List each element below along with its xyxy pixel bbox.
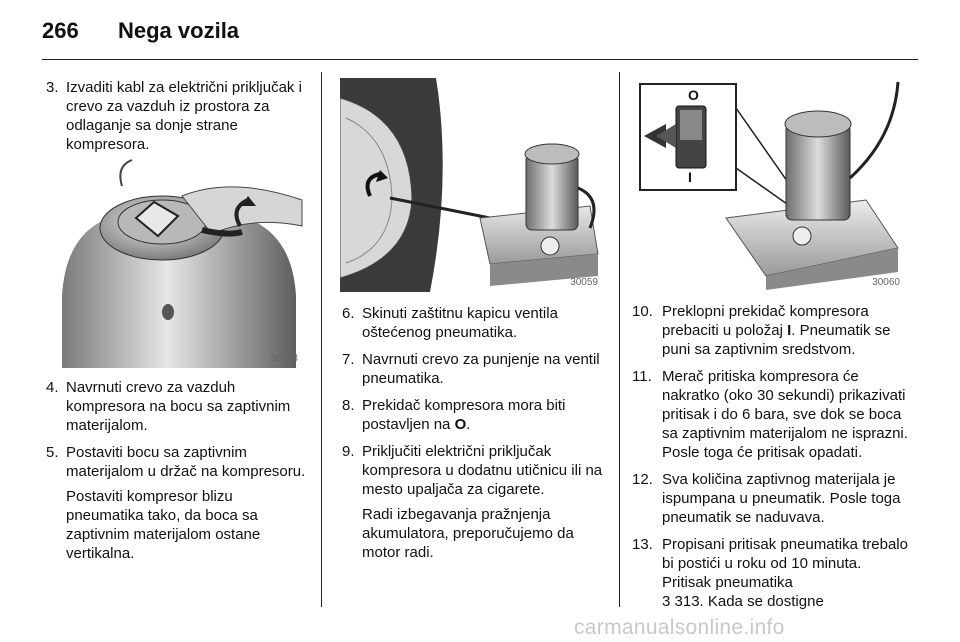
step-text-before: Prekidač kompresora mora biti postavljen na xyxy=(362,397,566,433)
header-rule xyxy=(42,59,918,60)
step-number: 9. xyxy=(342,443,355,460)
step-5 xyxy=(46,443,308,563)
step-note: Radi izbegavanja pražnjenja akumulatora, preporučujemo da motor radi. xyxy=(362,506,574,561)
figure-sealant-bottle xyxy=(52,156,304,368)
page-header xyxy=(42,18,918,58)
figure-id: 30060 xyxy=(872,277,900,288)
page-number: 266 xyxy=(42,18,79,43)
watermark: carmanualsonline.info xyxy=(574,616,785,639)
step-number: 7. xyxy=(342,351,355,368)
column-2 xyxy=(342,304,604,570)
step-text: Priključiti električni priključak kompresora u dodatnu utičnicu ili na mesto upaljača za cigarete. xyxy=(362,443,603,498)
step-number: 13. xyxy=(632,536,653,553)
step-text xyxy=(662,302,914,359)
switch-label-off: O xyxy=(688,87,699,103)
step-4 xyxy=(46,378,308,435)
step-number: 11. xyxy=(632,368,652,385)
step-text: Postaviti bocu sa zaptivnim materijalom u držač na kompresoru. xyxy=(66,444,306,480)
step-text: Skinuti zaštitnu kapicu ventila oštećenog pneumatika. xyxy=(362,305,558,341)
step-11 xyxy=(632,367,914,462)
step-number: 5. xyxy=(46,444,59,461)
step-number: 3. xyxy=(46,79,59,96)
step-text: Sva količina zaptivnog materijala je ispumpana u pneumatik. Posle toga pneumatik se naduvava. xyxy=(662,471,901,526)
step-text: Merač pritiska kompresora će nakratko (oko 30 sekundi) prikazivati pritisak i do 6 bara, sve dok se boca sa zaptivnim materijalom ne isprazni. Posle toga će pritisak opadati. xyxy=(662,368,908,461)
step-10 xyxy=(632,302,914,359)
switch-on-symbol: I xyxy=(787,322,792,339)
step-6 xyxy=(342,304,604,342)
column-divider-1 xyxy=(321,72,322,607)
step-3 xyxy=(46,78,308,154)
page-title: Nega vozila xyxy=(118,18,240,43)
step-text: Navrnuti crevo za punjenje na ventil pneumatika. xyxy=(362,351,600,387)
column-1 xyxy=(46,78,308,162)
switch-off-symbol: O xyxy=(454,416,467,433)
step-text: Propisani pritisak pneumatika trebalo bi postići u roku od 10 minuta. Pritisak pneumatika xyxy=(662,536,908,591)
switch-label-on: I xyxy=(688,169,692,185)
figure-compressor-switch xyxy=(636,78,906,292)
figure-id: 30058 xyxy=(270,353,298,364)
step-text-after: . Pneumatik se puni sa zaptivnim sredstvom. xyxy=(662,322,891,358)
column-3 xyxy=(632,302,914,619)
step-number: 6. xyxy=(342,305,355,322)
step-number: 8. xyxy=(342,397,355,414)
column-1-lower xyxy=(46,378,308,571)
compressor-switch-illustration xyxy=(636,78,906,292)
step-number: 10. xyxy=(632,303,653,320)
step-number: 12. xyxy=(632,471,653,488)
figure-id: 30059 xyxy=(570,277,598,288)
step-text: Izvaditi kabl za električni priključak i crevo za vazduh iz prostora za odlaganje sa donje strane kompresora. xyxy=(66,79,302,153)
step-number: 4. xyxy=(46,379,59,396)
column-divider-2 xyxy=(619,72,620,607)
step-7 xyxy=(342,350,604,388)
page-reference[interactable]: 3 313. Kada se dostigne xyxy=(662,593,824,610)
compressor-valve-illustration xyxy=(340,78,604,292)
step-12 xyxy=(632,470,914,527)
step-text-before: Preklopni prekidač kompresora prebaciti u položaj xyxy=(662,303,869,339)
step-13 xyxy=(632,535,914,611)
sealant-bottle-illustration xyxy=(52,156,304,368)
step-text xyxy=(362,396,604,434)
step-note: Postaviti kompresor blizu pneumatika tako, da boca sa zaptivnim materijalom ostane vertikalna. xyxy=(66,488,261,562)
figure-compressor-valve xyxy=(340,78,604,292)
step-text: Navrnuti crevo za vazduh kompresora na bocu sa zaptivnim materijalom. xyxy=(66,379,291,434)
step-text-after: . xyxy=(466,416,471,433)
step-9 xyxy=(342,442,604,562)
step-8 xyxy=(342,396,604,434)
